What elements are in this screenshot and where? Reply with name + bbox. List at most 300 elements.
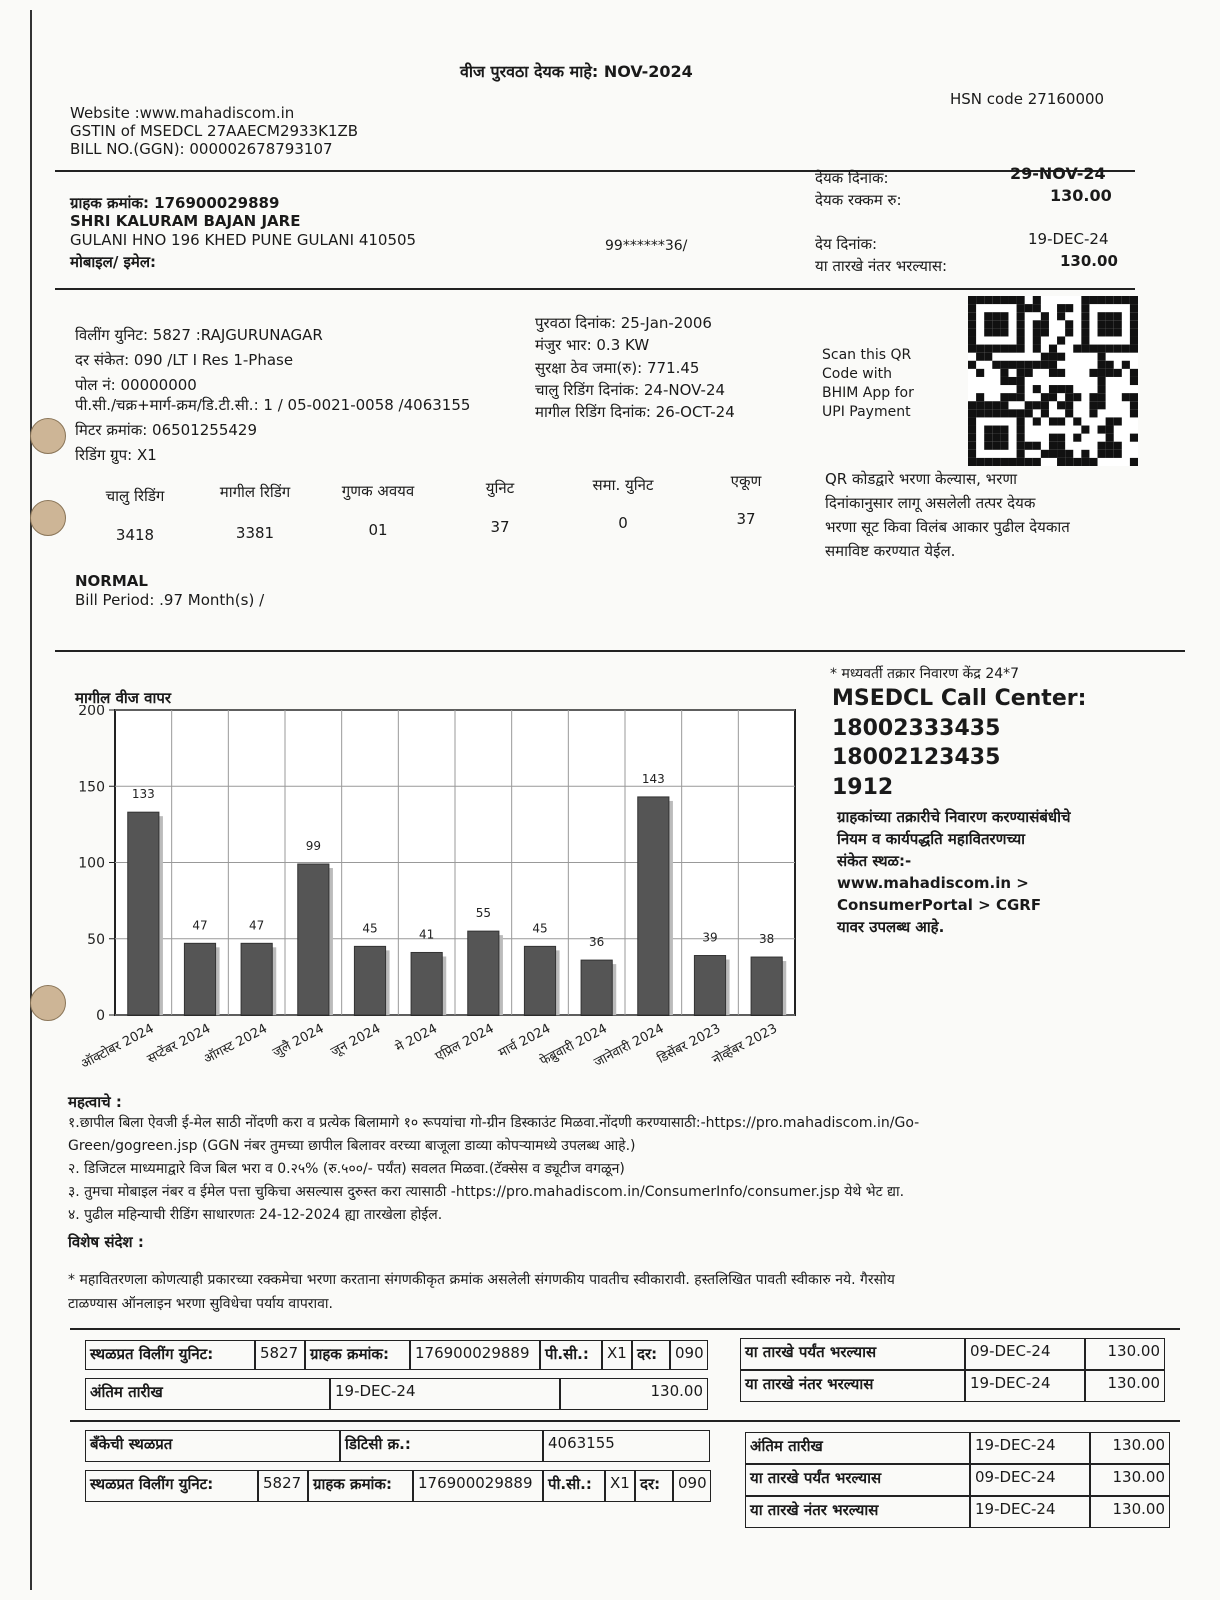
- qr-module: [1065, 304, 1073, 312]
- notes-heading: महत्वाचे :: [68, 1093, 122, 1111]
- bar: [468, 931, 499, 1015]
- slip-label: या तारखे नंतर भरल्यास: [745, 1496, 970, 1528]
- qr-module: [976, 409, 984, 417]
- qr-module: [1130, 336, 1138, 344]
- qr-module: [984, 345, 992, 353]
- qr-module: [1057, 336, 1065, 344]
- qr-module: [1106, 417, 1114, 425]
- special-message: * महावितरणला कोणत्याही प्रकारच्या रक्कमेचा भरणा करताना संगणकीकृत क्रमांक असलेली संगणकीय पावतीच स्वीकारावी. हस्तलिखित पावती स्वीकारु नये. गैरसोय टाळण्यास ऑनलाइन भरणा सुविधेचा पर्याय वापरावा.: [68, 1272, 895, 1312]
- qr-module: [1033, 336, 1041, 344]
- qr-module: [1065, 393, 1073, 401]
- qr-module: [1065, 328, 1073, 336]
- qr-module: [1000, 426, 1008, 434]
- qr-module: [1081, 304, 1089, 312]
- qr-module: [1098, 377, 1106, 385]
- qr-module: [984, 409, 992, 417]
- qr-module: [1089, 296, 1097, 304]
- qr-module: [1130, 393, 1138, 401]
- qr-module: [1073, 393, 1081, 401]
- qr-module: [1114, 450, 1122, 458]
- slip-last-amount: 130.00: [1090, 1432, 1170, 1464]
- qr-module: [1017, 426, 1025, 434]
- qr-module: [1008, 409, 1016, 417]
- qr-module: [1033, 304, 1041, 312]
- qr-module: [1049, 393, 1057, 401]
- qr-module: [1000, 377, 1008, 385]
- qr-module: [1114, 345, 1122, 353]
- qr-module: [1057, 458, 1065, 466]
- divider: [55, 650, 1185, 652]
- slip-rate: 090: [670, 1340, 708, 1370]
- qr-module: [1049, 442, 1057, 450]
- qr-module: [1057, 401, 1065, 409]
- qr-module: [968, 345, 976, 353]
- qr-module: [1025, 361, 1033, 369]
- qr-module: [1130, 320, 1138, 328]
- category-label: जानेवारी 2024: [591, 1021, 667, 1071]
- qr-module: [984, 320, 992, 328]
- qr-module: [1057, 442, 1065, 450]
- qr-module: [1098, 401, 1106, 409]
- qr-module: [984, 426, 992, 434]
- qr-module: [1033, 320, 1041, 328]
- qr-module: [1049, 353, 1057, 361]
- qr-module: [1057, 450, 1065, 458]
- qr-module: [1098, 296, 1106, 304]
- reading-value: 37: [490, 518, 510, 536]
- slip-after-amount: 130.00: [1090, 1496, 1170, 1528]
- qr-module: [1017, 393, 1025, 401]
- qr-module: [1114, 369, 1122, 377]
- qr-module: [1114, 296, 1122, 304]
- qr-module: [1000, 320, 1008, 328]
- qr-module: [1065, 458, 1073, 466]
- supply-date: पुरवठा दिनांक: 25-Jan-2006: [535, 314, 712, 332]
- qr-module: [1017, 450, 1025, 458]
- qr-module: [1106, 361, 1114, 369]
- qr-module: [984, 434, 992, 442]
- qr-module: [1098, 353, 1106, 361]
- qr-module: [984, 401, 992, 409]
- qr-module: [1017, 320, 1025, 328]
- slip-after-date: 19-DEC-24: [970, 1496, 1090, 1528]
- qr-module: [968, 442, 976, 450]
- qr-caption: Scan this QR Code with BHIM App for UPI Payment: [822, 347, 914, 420]
- slip-label: स्थळप्रत विलींग युनिट:: [85, 1340, 255, 1370]
- pole-number: पोल नं: 00000000: [75, 376, 197, 394]
- qr-module: [968, 328, 976, 336]
- qr-module: [1114, 417, 1122, 425]
- qr-module: [992, 361, 1000, 369]
- bar: [751, 957, 782, 1015]
- qr-module: [1098, 361, 1106, 369]
- qr-module: [1041, 401, 1049, 409]
- qr-module: [1033, 328, 1041, 336]
- qr-module: [1098, 328, 1106, 336]
- qr-module: [1049, 361, 1057, 369]
- qr-module: [1106, 426, 1114, 434]
- qr-module: [1017, 369, 1025, 377]
- billing-unit: विलींग युनिट: 5827 :RAJGURUNAGAR: [75, 326, 323, 344]
- y-tick-label: 50: [87, 931, 105, 948]
- qr-module: [1065, 320, 1073, 328]
- reading-value: 37: [736, 510, 756, 528]
- qr-module: [1114, 328, 1122, 336]
- qr-module: [1089, 401, 1097, 409]
- qr-note: QR कोडद्वारे भरणा केल्यास, भरणा दिनांकानुसार लागू असलेली तत्पर देयक भरणा सूट किवा विलंब आकार पुढील देयकात समाविष्ट करण्यात येईल.: [825, 470, 1070, 560]
- qr-module: [1130, 401, 1138, 409]
- qr-module: [1041, 312, 1049, 320]
- qr-module: [984, 296, 992, 304]
- slip-before-date: 09-DEC-24: [970, 1464, 1090, 1496]
- slip-label: डिटिसी क्र.:: [340, 1430, 543, 1462]
- reading-value: 3381: [235, 524, 275, 542]
- after-due-amount: 130.00: [1060, 252, 1118, 270]
- website: Website :www.mahadiscom.in: [70, 104, 295, 122]
- qr-module: [1073, 417, 1081, 425]
- qr-module: [992, 458, 1000, 466]
- qr-module: [1033, 296, 1041, 304]
- qr-module: [1106, 434, 1114, 442]
- y-tick-label: 150: [78, 779, 105, 796]
- data-label: 143: [641, 771, 665, 786]
- qr-module: [992, 345, 1000, 353]
- qr-module: [1025, 458, 1033, 466]
- qr-module: [1049, 345, 1057, 353]
- qr-module: [1057, 417, 1065, 425]
- call-center-number[interactable]: 18002333435: [832, 716, 1001, 741]
- call-center-number[interactable]: 18002123435: [832, 745, 1001, 770]
- meter-number: मिटर क्रमांक: 06501255429: [75, 421, 258, 439]
- qr-module: [1098, 442, 1106, 450]
- bar: [128, 812, 159, 1015]
- tariff-code: दर संकेत: 090 /LT I Res 1-Phase: [75, 351, 294, 369]
- qr-module: [976, 401, 984, 409]
- bar: [581, 960, 612, 1015]
- qr-module: [1057, 353, 1065, 361]
- qr-module: [968, 458, 976, 466]
- qr-module: [1041, 393, 1049, 401]
- qr-module: [992, 426, 1000, 434]
- qr-module: [1000, 361, 1008, 369]
- qr-module: [992, 296, 1000, 304]
- previous-reading-date: मागील रिडिंग दिनांक: 26-OCT-24: [535, 403, 735, 421]
- qr-module: [1081, 458, 1089, 466]
- sanctioned-load: मंजुर भार: 0.3 KW: [535, 336, 650, 354]
- qr-module: [1000, 312, 1008, 320]
- slip-label: दर:: [635, 1470, 673, 1502]
- qr-module: [1114, 312, 1122, 320]
- slip-dtc: 4063155: [543, 1430, 710, 1462]
- qr-module: [968, 336, 976, 344]
- qr-module: [1000, 345, 1008, 353]
- due-date: 19-DEC-24: [1028, 230, 1109, 248]
- qr-module: [1041, 353, 1049, 361]
- notes-list: १.छापील बिला ऐवजी ई-मेल साठी नोंदणी करा व प्रत्येक बिलामागे १० रूपयांचा गो-ग्रीन डिस्काउंट मिळवा.नोंदणी करण्यासाठी:-https://pro.mahadiscom.in/Go- Green/gogreen.jsp (GGN नंबर तुमच्या छापील बिलावर वरच्या बाजूला डाव्या कोपऱ्यामध्ये उपलब्ध आहे.) २. डिजिटल माध्यमाद्वारे विज बिल भरा व 0.२५% (रु.५००/- पर्यंत) सवलत मिळवा.(टॅक्सेस व ड्यूटीज वगळून) ३. तुमचा मोबाइल नंबर व ईमेल पत्ता चुकिचा असल्यास दुरुस्त करा त्यासाठी -https://pro.mahadiscom.in/ConsumerInfo/consumer.jsp येथे भेट द्या. ४. पुढील महिन्याची रीडिंग साधारणतः 24-12-2024 ह्या तारखेला होईल.: [68, 1115, 920, 1223]
- divider: [70, 1420, 1180, 1422]
- slip-label: अंतिम तारीख: [745, 1432, 970, 1464]
- qr-module: [1017, 377, 1025, 385]
- qr-module: [1073, 434, 1081, 442]
- mobile-label: मोबाइल/ इमेल:: [70, 253, 157, 271]
- qr-module: [1106, 328, 1114, 336]
- qr-module: [1000, 296, 1008, 304]
- qr-module: [976, 369, 984, 377]
- qr-module: [1000, 328, 1008, 336]
- slip-before-amount: 130.00: [1090, 1464, 1170, 1496]
- data-label: 41: [419, 927, 435, 942]
- qr-module: [968, 296, 976, 304]
- punch-hole: [30, 418, 66, 454]
- qr-module: [992, 328, 1000, 336]
- qr-module: [1130, 409, 1138, 417]
- reading-header: चालु रिडिंग: [105, 487, 165, 505]
- upi-qr-code[interactable]: [968, 296, 1138, 466]
- qr-module: [1081, 345, 1089, 353]
- qr-module: [1041, 328, 1049, 336]
- qr-module: [1000, 434, 1008, 442]
- category-label: नोव्हेंबर 2023: [709, 1021, 780, 1068]
- punch-hole: [30, 500, 66, 536]
- qr-module: [1008, 296, 1016, 304]
- qr-module: [1065, 401, 1073, 409]
- qr-module: [1033, 385, 1041, 393]
- qr-module: [984, 312, 992, 320]
- y-tick-label: 100: [78, 855, 105, 872]
- hsn-code: HSN code 27160000: [950, 90, 1105, 108]
- y-tick-label: 0: [96, 1008, 105, 1024]
- reading-header: एकूण: [730, 472, 762, 490]
- qr-module: [1065, 450, 1073, 458]
- qr-module: [1098, 369, 1106, 377]
- slip-unit: 5827: [258, 1470, 308, 1502]
- call-center-number[interactable]: 1912: [832, 775, 894, 800]
- reading-group: रिडिंग ग्रुप: X1: [75, 446, 157, 464]
- qr-module: [968, 304, 976, 312]
- qr-module: [1025, 304, 1033, 312]
- security-deposit: सुरक्षा ठेव जमा(रु): 771.45: [535, 359, 700, 377]
- call-center-note: * मध्यवर्ती तक्रार निवारण केंद्र 24*7: [830, 666, 1020, 682]
- data-label: 47: [249, 918, 265, 933]
- qr-module: [976, 296, 984, 304]
- bar: [241, 943, 272, 1015]
- qr-module: [984, 442, 992, 450]
- bill-number: BILL NO.(GGN): 000002678793107: [70, 140, 333, 158]
- category-label: मार्च 2024: [496, 1021, 554, 1062]
- divider: [70, 1328, 1180, 1330]
- slip-last-amount: 130.00: [560, 1378, 708, 1410]
- qr-module: [992, 312, 1000, 320]
- slip-after-date: 19-DEC-24: [965, 1370, 1085, 1402]
- qr-module: [968, 361, 976, 369]
- qr-module: [1073, 458, 1081, 466]
- qr-module: [1122, 361, 1130, 369]
- qr-module: [1017, 304, 1025, 312]
- data-label: 55: [475, 906, 491, 921]
- slip-label: अंतिम तारीख: [85, 1378, 330, 1410]
- qr-module: [1106, 345, 1114, 353]
- category-label: एप्रिल 2024: [433, 1021, 497, 1065]
- qr-module: [1017, 385, 1025, 393]
- qr-module: [1025, 369, 1033, 377]
- qr-module: [1089, 345, 1097, 353]
- qr-module: [1025, 401, 1033, 409]
- qr-module: [976, 458, 984, 466]
- slip-label: स्थळप्रत विलींग युनिट:: [85, 1470, 258, 1502]
- chart-title: मागील वीज वापर: [75, 689, 172, 707]
- qr-module: [1033, 345, 1041, 353]
- qr-module: [1057, 385, 1065, 393]
- qr-module: [1041, 361, 1049, 369]
- qr-module: [1033, 401, 1041, 409]
- qr-module: [1081, 312, 1089, 320]
- qr-module: [1130, 458, 1138, 466]
- reading-value: 01: [368, 521, 388, 539]
- qr-module: [968, 320, 976, 328]
- qr-module: [968, 450, 976, 458]
- qr-module: [1098, 345, 1106, 353]
- qr-module: [968, 426, 976, 434]
- qr-module: [1106, 296, 1114, 304]
- category-label: फेब्रुवारी 2024: [537, 1021, 610, 1070]
- qr-module: [1017, 458, 1025, 466]
- qr-module: [1049, 434, 1057, 442]
- qr-module: [1089, 409, 1097, 417]
- qr-module: [1130, 377, 1138, 385]
- slip-label: ग्राहक क्रमांक:: [305, 1340, 410, 1370]
- current-reading-date: चालु रिडिंग दिनांक: 24-NOV-24: [535, 381, 726, 399]
- slip-before-amount: 130.00: [1085, 1338, 1165, 1370]
- qr-module: [1008, 377, 1016, 385]
- slip-consumer: 176900029889: [410, 1340, 540, 1370]
- qr-module: [1081, 336, 1089, 344]
- data-label: 36: [589, 935, 605, 950]
- category-label: ऑगस्ट 2024: [201, 1021, 270, 1068]
- data-label: 38: [759, 932, 775, 947]
- qr-module: [1114, 442, 1122, 450]
- bar: [411, 952, 442, 1015]
- pc-route: पी.सी./चक्र+मार्ग-क्रम/डि.टी.सी.: 1 / 05-0021-0058 /4063155: [75, 396, 471, 414]
- qr-module: [1098, 426, 1106, 434]
- qr-module: [1008, 361, 1016, 369]
- slip-label: बँकेची स्थळप्रत: [85, 1430, 340, 1462]
- slip-label: दर:: [632, 1340, 670, 1370]
- bill-date: 29-NOV-24: [1010, 164, 1106, 183]
- qr-module: [1033, 417, 1041, 425]
- mobile-number: 99******36/: [605, 238, 688, 254]
- qr-module: [976, 345, 984, 353]
- category-label: डिसेंबर 2023: [655, 1021, 724, 1067]
- qr-module: [1017, 434, 1025, 442]
- qr-module: [1025, 442, 1033, 450]
- qr-module: [1130, 328, 1138, 336]
- qr-module: [1049, 450, 1057, 458]
- category-label: ऑक्टोबर 2024: [78, 1021, 157, 1073]
- qr-module: [992, 320, 1000, 328]
- qr-module: [1033, 442, 1041, 450]
- qr-module: [1017, 345, 1025, 353]
- qr-module: [976, 393, 984, 401]
- data-label: 45: [362, 921, 378, 936]
- qr-module: [1000, 458, 1008, 466]
- qr-module: [992, 442, 1000, 450]
- bill-amount-label: देयक रक्कम रु:: [815, 191, 902, 209]
- category-label: सप्टेंबर 2024: [144, 1021, 214, 1068]
- qr-module: [1017, 361, 1025, 369]
- qr-module: [1049, 417, 1057, 425]
- qr-module: [1106, 450, 1114, 458]
- qr-module: [1008, 345, 1016, 353]
- data-label: 45: [532, 921, 548, 936]
- qr-module: [968, 434, 976, 442]
- qr-module: [1000, 369, 1008, 377]
- slip-unit: 5827: [255, 1340, 305, 1370]
- qr-module: [992, 401, 1000, 409]
- qr-module: [1049, 385, 1057, 393]
- qr-module: [1130, 312, 1138, 320]
- slip-rate: 090: [673, 1470, 711, 1502]
- qr-module: [1025, 409, 1033, 417]
- qr-module: [992, 409, 1000, 417]
- bar: [354, 946, 385, 1015]
- reading-value: 3418: [115, 526, 155, 544]
- qr-module: [1081, 426, 1089, 434]
- qr-module: [1098, 320, 1106, 328]
- qr-module: [1017, 312, 1025, 320]
- cgrf-info: ग्राहकांच्या तक्रारीचे निवारण करण्यासंबंधीचे नियम व कार्यपद्धति महावितरणच्या संकेत स्थळ:- www.mahadiscom.in > ConsumerPortal > CGRF यावर उपलब्ध आहे.: [837, 808, 1071, 936]
- qr-module: [1098, 393, 1106, 401]
- qr-module: [1081, 296, 1089, 304]
- qr-module: [1089, 458, 1097, 466]
- bill-amount: 130.00: [1050, 186, 1112, 205]
- consumption-chart: [60, 705, 820, 1090]
- data-label: 99: [305, 839, 321, 854]
- qr-module: [1089, 393, 1097, 401]
- qr-module: [984, 458, 992, 466]
- qr-module: [1106, 369, 1114, 377]
- qr-module: [1000, 409, 1008, 417]
- qr-module: [1114, 320, 1122, 328]
- reading-header: गुणक अवयव: [341, 482, 415, 500]
- bill-date-label: देयक दिनांक:: [815, 169, 889, 187]
- qr-module: [1000, 401, 1008, 409]
- qr-module: [1017, 328, 1025, 336]
- divider: [55, 170, 1135, 172]
- qr-module: [1106, 442, 1114, 450]
- qr-module: [984, 328, 992, 336]
- qr-module: [1041, 320, 1049, 328]
- qr-module: [1065, 409, 1073, 417]
- qr-module: [1130, 369, 1138, 377]
- divider: [55, 288, 1135, 290]
- slip-label: पी.सी.:: [543, 1470, 605, 1502]
- qr-module: [1041, 450, 1049, 458]
- qr-module: [1057, 304, 1065, 312]
- data-label: 133: [131, 787, 155, 802]
- qr-module: [1017, 336, 1025, 344]
- qr-module: [968, 401, 976, 409]
- page-margin-line: [30, 10, 32, 1590]
- slip-last-date: 19-DEC-24: [970, 1432, 1090, 1464]
- qr-module: [1017, 296, 1025, 304]
- qr-module: [1049, 369, 1057, 377]
- qr-module: [1017, 417, 1025, 425]
- reading-header: युनिट: [485, 479, 515, 497]
- slip-label: पी.सी.:: [540, 1340, 602, 1370]
- qr-module: [1089, 369, 1097, 377]
- data-label: 39: [702, 930, 718, 945]
- qr-module: [1130, 434, 1138, 442]
